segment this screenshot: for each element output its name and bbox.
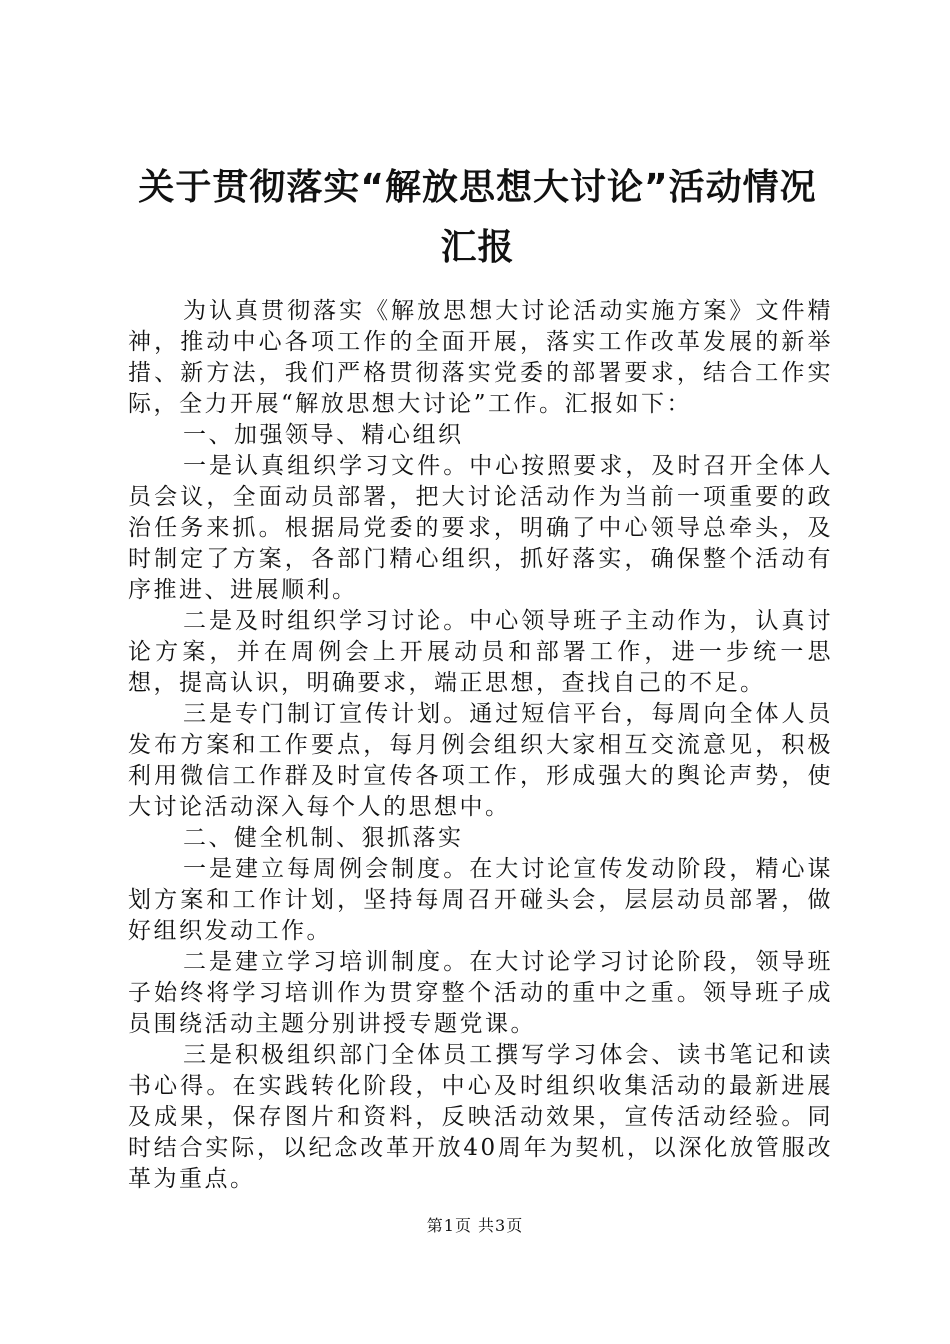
section-heading-1: 一、加强领导、精心组织	[183, 422, 464, 448]
body-paragraph: 一是建立每周例会制度。在大讨论宣传发动阶段，精心谋划方案和工作计划，坚持每周召开碰头会，层层动员部署，做好组织发动工作。	[128, 856, 833, 944]
page-footer: 第1页 共3页	[426, 1216, 524, 1235]
body-paragraph: 二是及时组织学习讨论。中心领导班子主动作为，认真讨论方案，并在周例会上开展动员和部署工作，进一步统一思想，提高认识，明确要求，端正思想，查找自己的不足。	[128, 608, 833, 696]
body-paragraph: 二是建立学习培训制度。在大讨论学习讨论阶段，领导班子始终将学习培训作为贯穿整个活动的重中之重。领导班子成员围绕活动主题分别讲授专题党课。	[128, 949, 833, 1037]
intro-paragraph: 为认真贯彻落实《解放思想大讨论活动实施方案》文件精神，推动中心各项工作的全面开展，落实工作改革发展的新举措、新方法，我们严格贯彻落实党委的部署要求，结合工作实际，全力开展“解放思想大讨论”工作。汇报如下：	[128, 298, 833, 417]
section-heading-2: 二、健全机制、狠抓落实	[183, 825, 464, 851]
document-title: 关于贯彻落实“解放思想大讨论”活动情况汇报	[138, 167, 817, 268]
body-paragraph: 三是积极组织部门全体员工撰写学习体会、读书笔记和读书心得。在实践转化阶段，中心及时组织收集活动的最新进展及成果，保存图片和资料，反映活动效果，宣传活动经验。同时结合实际，以纪念改革开放40周年为契机，以深化放管服改革为重点。	[128, 1042, 833, 1192]
body-paragraph: 一是认真组织学习文件。中心按照要求，及时召开全体人员会议，全面动员部署，把大讨论活动作为当前一项重要的政治任务来抓。根据局党委的要求，明确了中心领导总牵头，及时制定了方案，各部门精心组织，抓好落实，确保整个活动有序推进、进展顺利。	[128, 453, 833, 603]
document-body	[128, 296, 833, 1195]
body-paragraph: 三是专门制订宣传计划。通过短信平台，每周向全体人员发布方案和工作要点，每月例会组织大家相互交流意见，积极利用微信工作群及时宣传各项工作，形成强大的舆论声势，使大讨论活动深入每个人的思想中。	[128, 701, 833, 820]
